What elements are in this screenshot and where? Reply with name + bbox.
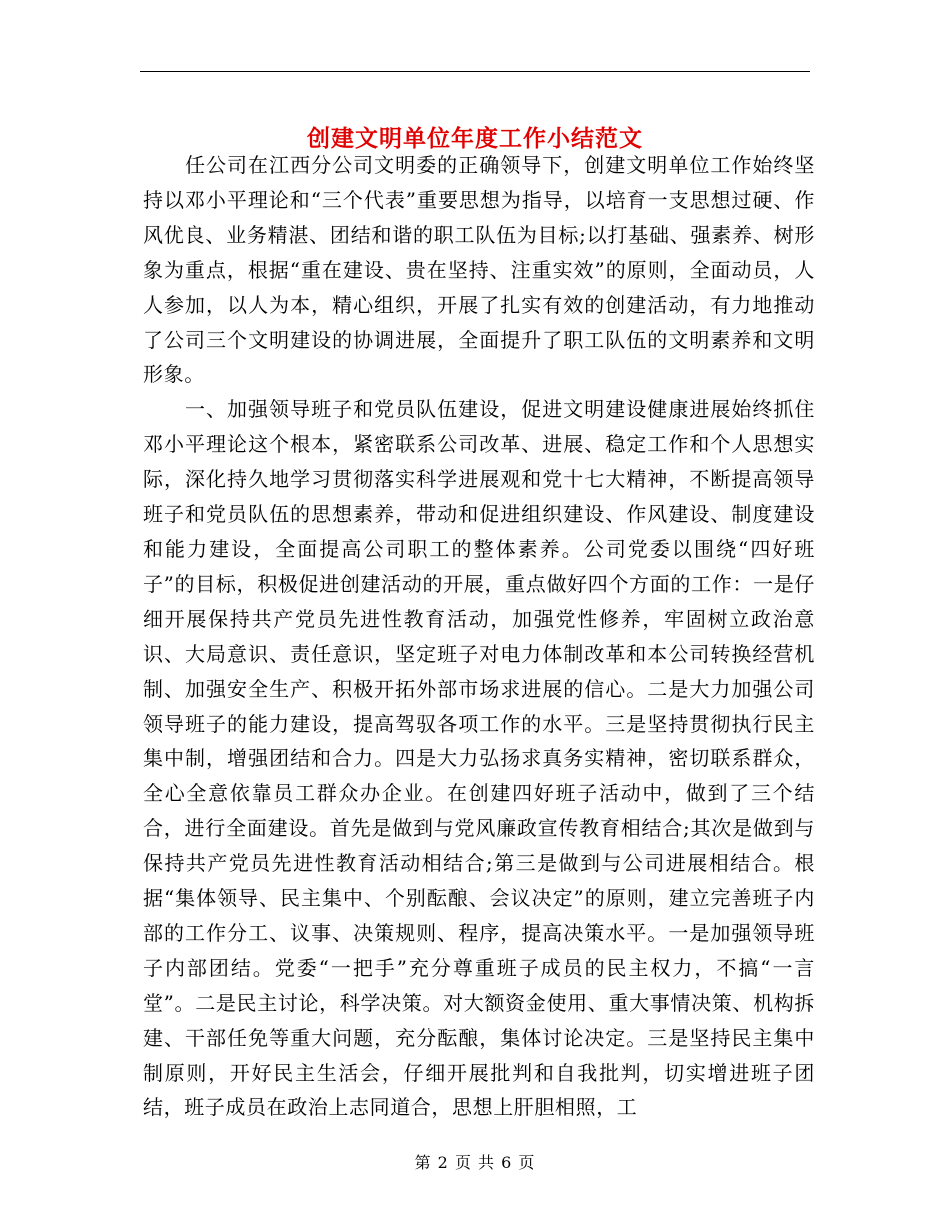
page-number: 第 2 页 共 6 页	[414, 1153, 536, 1172]
paragraph-section-one: 一、加强领导班子和党员队伍建设，促进文明建设健康进展始终抓住邓小平理论这个根本，紧密联系公司改革、进展、稳定工作和个人思想实际，深化持久地学习贯彻落实科学进展观和党十七大精神，不断提高领导班子和党员队伍的思想素养，带动和促进组织建设、作风建设、制度建设和能力建设，全面提高公司职工的整体素养。公司党委以围绕“四好班子”的目标，积极促进创建活动的开展，重点做好四个方面的工作：一是仔细开展保持共产党员先进性教育活动，加强党性修养，牢固树立政治意识、大局意识、责任意识，坚定班子对电力体制改革和本公司转换经营机制、加强安全生产、积极开拓外部市场求进展的信心。二是大力加强公司领导班子的能力建设，提高驾驭各项工作的水平。三是坚持贯彻执行民主集中制，增强团结和合力。四是大力弘扬求真务实精神，密切联系群众，全心全意依靠员工群众办企业。在创建四好班子活动中，做到了三个结合，进行全面建设。首先是做到与党风廉政宣传教育相结合;其次是做到与保持共产党员先进性教育活动相结合;第三是做到与公司进展相结合。根据“集体领导、民主集中、个别酝酿、会议决定”的原则，建立完善班子内部的工作分工、议事、决策规则、程序，提高决策水平。一是加强领导班子内部团结。党委“一把手”充分尊重班子成员的民主权力，不搞“一言堂”。二是民主讨论，科学决策。对大额资金使用、重大事情决策、机构拆建、干部任免等重大问题，充分酝酿，集体讨论决定。三是坚持民主集中制原则，开好民主生活会，仔细开展批判和自我批判，切实增进班子团结，班子成员在政治上志同道合，思想上肝胆相照，工	[143, 397, 815, 1120]
header-rule	[140, 71, 810, 72]
document-body	[143, 148, 815, 1125]
document-title: 创建文明单位年度工作小结范文	[307, 125, 643, 153]
paragraph-intro: 任公司在江西分公司文明委的正确领导下，创建文明单位工作始终坚持以邓小平理论和“三个代表”重要思想为指导，以培育一支思想过硬、作风优良、业务精湛、团结和谐的职工队伍为目标;以打基础、强素养、树形象为重点，根据“重在建设、贵在坚持、注重实效”的原则，全面动员，人人参加，以人为本，精心组织，开展了扎实有效的创建活动，有力地推动了公司三个文明建设的协调进展，全面提升了职工队伍的文明素养和文明形象。	[143, 153, 815, 387]
